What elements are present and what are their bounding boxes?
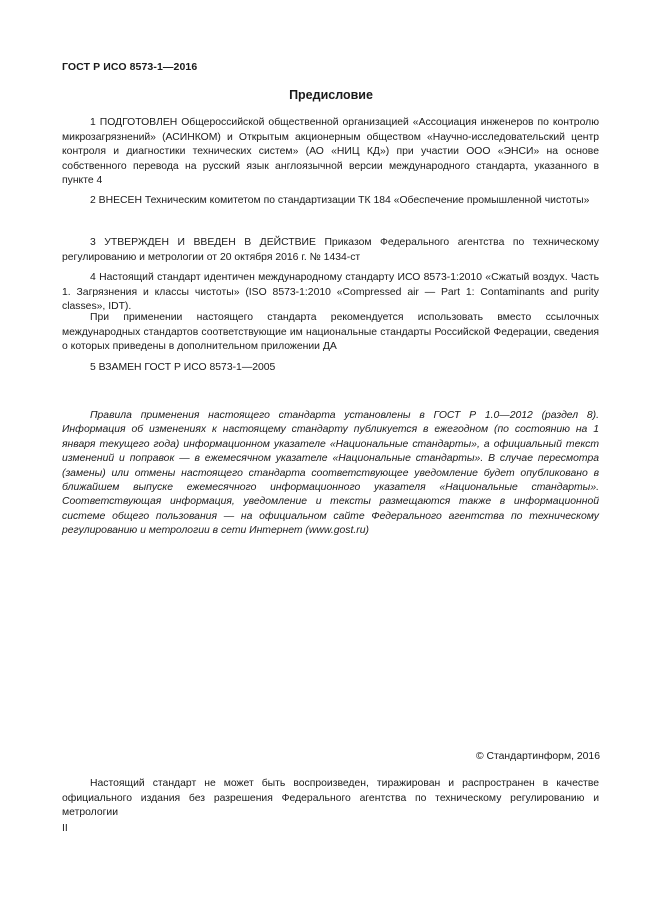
document-id: ГОСТ Р ИСО 8573-1—2016 [62,61,198,73]
foreword-paragraph-4-note: При применении настоящего стандарта рекомендуется использовать вместо ссылочных международных стандартов соответствующие им национальные стандарты Российской Федерации, сведения о которых приведены в дополнительном приложении ДА [62,312,599,353]
foreword-paragraph-5: 5 ВЗАМЕН ГОСТ Р ИСО 8573-1—2005 [90,362,276,373]
foreword-title: Предисловие [289,88,373,102]
page-number: II [62,823,68,834]
foreword-paragraph-3: 3 УТВЕРЖДЕН И ВВЕДЕН В ДЕЙСТВИЕ Приказом Федерального агентства по техническому регулированию и метрологии от 20 октября 2016 г. № 1434-ст [62,237,599,263]
reproduction-notice: Настоящий стандарт не может быть воспроизведен, тиражирован и распространен в качестве официального издания без разрешения Федерального агентства по техническому регулированию и метрологии [62,778,599,819]
copyright-line: © Стандартинформ, 2016 [475,751,600,762]
application-rules-notice: Правила применения настоящего стандарта установлены в ГОСТ Р 1.0—2012 (раздел 8). Информация об изменениях к настоящему стандарту публикуется в ежегодном (по состоянию на 1 января текущего года) информационном указателе «Национальные стандарты», а официальный текст изменений и поправок — в ежемесячном указателе «Национальные стандарты». В случае пересмотра (замены) или отмены настоящего стандарта соответствующее уведомление будет опубликовано в ближайшем выпуске ежемесячного информационного указателя «Национальные стандарты». Соответствующая информация, уведомление и тексты размещаются также в информационной системе общего пользования — на официальном сайте Федерального агентства по техническому регулированию и метрологии в сети Интернет (www.gost.ru) [62,410,599,537]
foreword-paragraph-1: 1 ПОДГОТОВЛЕН Общероссийской общественной организацией «Ассоциация инженеров по контролю микрозагрязнений» (АСИНКОМ) и Открытым акционерным обществом «Научно-исследовательский центр контроля и диагностики технических систем» (АО «НИЦ КД») при участии ООО «ЭНСИ» на основе собственного перевода на русский язык англоязычной версии международного стандарта, указанного в пункте 4 [62,117,599,187]
foreword-paragraph-4: 4 Настоящий стандарт идентичен международному стандарту ИСО 8573-1:2010 «Сжатый воздух. Часть 1. Загрязнения и классы чистоты» (ISO 8573-1:2010 «Compressed air — Part 1: Contaminants and purity classes», IDT). [62,272,599,313]
foreword-paragraph-2: 2 ВНЕСЕН Техническим комитетом по стандартизации ТК 184 «Обеспечение промышленной чистоты» [90,195,590,206]
